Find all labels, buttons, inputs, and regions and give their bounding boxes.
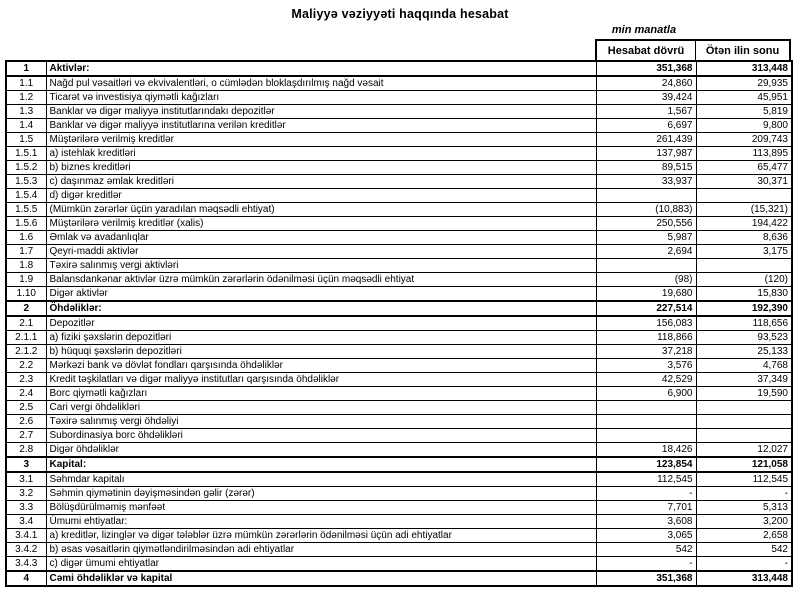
value-current-period: 5,987 — [596, 231, 696, 245]
row-label: Borc qiymətli kağızları — [46, 387, 596, 401]
column-header-prior-year-end: Ötən ilin sonu — [705, 44, 780, 57]
row-label: Digər aktivlər — [46, 287, 596, 302]
row-label: (Mümkün zərərlər üçün yaradılan məqsədli ehtiyat) — [46, 203, 596, 217]
value-prior-year-end: 25,133 — [696, 345, 792, 359]
value-prior-year-end: 112,545 — [696, 472, 792, 487]
row-number: 1.1 — [6, 76, 46, 91]
table-row — [6, 189, 792, 203]
report-title: Maliyyə vəziyyəti haqqında hesabat — [291, 7, 509, 21]
row-number: 1 — [6, 61, 46, 76]
table-row — [6, 543, 792, 557]
row-number: 2.4 — [6, 387, 46, 401]
row-number: 1.5.4 — [6, 189, 46, 203]
row-number: 1.2 — [6, 91, 46, 105]
value-current-period — [596, 259, 696, 273]
table-row — [6, 61, 792, 76]
value-current-period: 227,514 — [596, 301, 696, 316]
table-row — [6, 373, 792, 387]
value-current-period: 6,697 — [596, 119, 696, 133]
value-prior-year-end: 9,800 — [696, 119, 792, 133]
row-label: Ümumi ehtiyatlar: — [46, 515, 596, 529]
row-number: 3.2 — [6, 487, 46, 501]
value-current-period: 351,368 — [596, 61, 696, 76]
table-row — [6, 175, 792, 189]
value-current-period: 123,854 — [596, 457, 696, 472]
row-label: Subordinasiya borc öhdəlikləri — [46, 429, 596, 443]
table-row — [6, 571, 792, 586]
row-label: Müştərilərə verilmiş kreditlər — [46, 133, 596, 147]
column-headers — [595, 39, 791, 60]
value-prior-year-end: 542 — [696, 543, 792, 557]
row-number: 1.5.5 — [6, 203, 46, 217]
row-number: 1.10 — [6, 287, 46, 302]
value-prior-year-end: 313,448 — [696, 61, 792, 76]
value-prior-year-end — [696, 429, 792, 443]
table-row — [6, 245, 792, 259]
row-number: 1.6 — [6, 231, 46, 245]
row-label: b) hüquqi şəxslərin depozitləri — [46, 345, 596, 359]
table-row — [6, 119, 792, 133]
value-prior-year-end: 8,636 — [696, 231, 792, 245]
table-row — [6, 133, 792, 147]
value-current-period: 24,860 — [596, 76, 696, 91]
row-label: Səhmdar kapitalı — [46, 472, 596, 487]
row-label: Təxirə salınmış vergi öhdəliyi — [46, 415, 596, 429]
row-label: Depozitlər — [46, 316, 596, 331]
value-prior-year-end: 37,349 — [696, 373, 792, 387]
row-label: Mərkəzi bank və dövlət fondları qarşısında öhdəliklər — [46, 359, 596, 373]
value-current-period: 112,545 — [596, 472, 696, 487]
value-current-period: 39,424 — [596, 91, 696, 105]
row-label: Əmlak və avadanlıqlar — [46, 231, 596, 245]
row-label: Müştərilərə verilmiş kreditlər (xalis) — [46, 217, 596, 231]
value-prior-year-end: (15,321) — [696, 203, 792, 217]
unit-note: min manatla — [611, 24, 677, 36]
row-label: Balansdankənar aktivlər üzrə mümkün zərərlərin ödənilməsi üçün məqsədli ehtiyat — [46, 273, 596, 287]
value-prior-year-end: - — [696, 557, 792, 572]
row-number: 2.3 — [6, 373, 46, 387]
row-number: 1.4 — [6, 119, 46, 133]
value-current-period: 3,065 — [596, 529, 696, 543]
row-number: 1.5.6 — [6, 217, 46, 231]
row-number: 3.4.1 — [6, 529, 46, 543]
row-number: 3 — [6, 457, 46, 472]
value-current-period: - — [596, 487, 696, 501]
row-label: Banklar və digər maliyyə institutlarındakı depozitlər — [46, 105, 596, 119]
row-number: 1.5.3 — [6, 175, 46, 189]
value-current-period: 18,426 — [596, 443, 696, 458]
table-row — [6, 443, 792, 458]
table-row — [6, 301, 792, 316]
value-prior-year-end — [696, 401, 792, 415]
row-label: Ticarət və investisiya qiymətli kağızları — [46, 91, 596, 105]
table-row — [6, 501, 792, 515]
table-row — [6, 331, 792, 345]
value-prior-year-end — [696, 259, 792, 273]
row-label: Kapital: — [46, 457, 596, 472]
value-current-period: 261,439 — [596, 133, 696, 147]
value-prior-year-end: 194,422 — [696, 217, 792, 231]
value-prior-year-end: 5,313 — [696, 501, 792, 515]
value-current-period: 37,218 — [596, 345, 696, 359]
table-row — [6, 76, 792, 91]
balance-sheet-table — [5, 60, 793, 587]
table-row — [6, 387, 792, 401]
table-row — [6, 91, 792, 105]
row-label: Bölüşdürülməmiş mənfəət — [46, 501, 596, 515]
value-current-period: (98) — [596, 273, 696, 287]
row-label: c) daşınmaz əmlak kreditləri — [46, 175, 596, 189]
value-prior-year-end: 15,830 — [696, 287, 792, 302]
value-prior-year-end: 19,590 — [696, 387, 792, 401]
value-current-period: 137,987 — [596, 147, 696, 161]
unit-note-row — [0, 24, 800, 39]
row-number: 1.8 — [6, 259, 46, 273]
table-row — [6, 273, 792, 287]
table-row — [6, 429, 792, 443]
value-current-period: 3,576 — [596, 359, 696, 373]
value-prior-year-end: 3,175 — [696, 245, 792, 259]
row-number: 3.4.2 — [6, 543, 46, 557]
value-prior-year-end: 192,390 — [696, 301, 792, 316]
row-label: b) əsas vəsaitlərin qiymətləndirilməsindən adi ehtiyatlar — [46, 543, 596, 557]
row-label: a) istehlak kreditləri — [46, 147, 596, 161]
table-row — [6, 529, 792, 543]
row-label: d) digər kreditlər — [46, 189, 596, 203]
value-current-period: - — [596, 557, 696, 572]
row-number: 1.5.1 — [6, 147, 46, 161]
value-prior-year-end: 29,935 — [696, 76, 792, 91]
value-current-period: 3,608 — [596, 515, 696, 529]
table-row — [6, 345, 792, 359]
value-current-period: 250,556 — [596, 217, 696, 231]
row-number: 2.6 — [6, 415, 46, 429]
value-current-period: 118,866 — [596, 331, 696, 345]
value-current-period — [596, 401, 696, 415]
value-prior-year-end: 118,656 — [696, 316, 792, 331]
value-prior-year-end: 30,371 — [696, 175, 792, 189]
value-prior-year-end: 4,768 — [696, 359, 792, 373]
table-body — [6, 61, 792, 586]
value-prior-year-end: 12,027 — [696, 443, 792, 458]
value-prior-year-end: 121,058 — [696, 457, 792, 472]
row-number: 2.1.2 — [6, 345, 46, 359]
table-row — [6, 259, 792, 273]
row-label: Banklar və digər maliyyə institutlarına verilən kreditlər — [46, 119, 596, 133]
row-label: b) biznes kreditləri — [46, 161, 596, 175]
row-label: Səhmin qiymətinin dəyişməsindən gəlir (zərər) — [46, 487, 596, 501]
row-number: 1.3 — [6, 105, 46, 119]
table-row — [6, 231, 792, 245]
row-number: 3.1 — [6, 472, 46, 487]
table-row — [6, 217, 792, 231]
table-row — [6, 515, 792, 529]
row-number: 2.7 — [6, 429, 46, 443]
row-label: a) fiziki şəxslərin depozitləri — [46, 331, 596, 345]
value-current-period: 351,368 — [596, 571, 696, 586]
row-label: Cari vergi öhdəlikləri — [46, 401, 596, 415]
value-prior-year-end: 209,743 — [696, 133, 792, 147]
row-number: 1.5 — [6, 133, 46, 147]
row-label: Qeyri-maddi aktivlər — [46, 245, 596, 259]
value-prior-year-end: (120) — [696, 273, 792, 287]
table-row — [6, 472, 792, 487]
row-label: c) digər ümumi ehtiyatlar — [46, 557, 596, 572]
table-row — [6, 487, 792, 501]
value-prior-year-end — [696, 415, 792, 429]
row-number: 2 — [6, 301, 46, 316]
row-number: 2.8 — [6, 443, 46, 458]
value-current-period — [596, 429, 696, 443]
row-label: a) kreditlər, lizinglər və digər tələblər üzrə mümkün zərərlərin ödənilməsi üçün adi ehtiyatlar — [46, 529, 596, 543]
value-prior-year-end: 3,200 — [696, 515, 792, 529]
value-prior-year-end: - — [696, 487, 792, 501]
row-number: 1.9 — [6, 273, 46, 287]
row-label: Nağd pul vəsaitləri və ekvivalentləri, o cümlədən bloklaşdırılmış nağd vəsait — [46, 76, 596, 91]
row-label: Aktivlər: — [46, 61, 596, 76]
row-number: 1.5.2 — [6, 161, 46, 175]
row-label: Digər öhdəliklər — [46, 443, 596, 458]
value-current-period — [596, 415, 696, 429]
row-label: Təxirə salınmış vergi aktivləri — [46, 259, 596, 273]
row-label: Kredit təşkilatları və digər maliyyə institutları qarşısında öhdəliklər — [46, 373, 596, 387]
row-number: 3.4 — [6, 515, 46, 529]
value-current-period: 1,567 — [596, 105, 696, 119]
table-row — [6, 557, 792, 572]
row-number: 2.1.1 — [6, 331, 46, 345]
table-row — [6, 457, 792, 472]
row-number: 3.3 — [6, 501, 46, 515]
table-row — [6, 415, 792, 429]
value-prior-year-end — [696, 189, 792, 203]
column-header-current-period: Hesabat dövrü — [597, 41, 696, 60]
row-number: 3.4.3 — [6, 557, 46, 572]
row-label: Cəmi öhdəliklər və kapital — [46, 571, 596, 586]
value-current-period: 156,083 — [596, 316, 696, 331]
table-row — [6, 287, 792, 302]
table-row — [6, 359, 792, 373]
table-row — [6, 401, 792, 415]
value-prior-year-end: 65,477 — [696, 161, 792, 175]
row-number: 4 — [6, 571, 46, 586]
value-current-period: 542 — [596, 543, 696, 557]
value-current-period: 33,937 — [596, 175, 696, 189]
row-number: 2.2 — [6, 359, 46, 373]
value-current-period: (10,883) — [596, 203, 696, 217]
value-current-period: 42,529 — [596, 373, 696, 387]
table-row — [6, 105, 792, 119]
value-current-period: 7,701 — [596, 501, 696, 515]
table-row — [6, 316, 792, 331]
value-prior-year-end: 45,951 — [696, 91, 792, 105]
value-prior-year-end: 93,523 — [696, 331, 792, 345]
table-row — [6, 203, 792, 217]
value-current-period: 19,680 — [596, 287, 696, 302]
row-number: 1.7 — [6, 245, 46, 259]
value-current-period: 89,515 — [596, 161, 696, 175]
row-number: 2.1 — [6, 316, 46, 331]
row-label: Öhdəliklər: — [46, 301, 596, 316]
value-prior-year-end: 5,819 — [696, 105, 792, 119]
table-row — [6, 147, 792, 161]
value-prior-year-end: 113,895 — [696, 147, 792, 161]
value-current-period — [596, 189, 696, 203]
row-number: 2.5 — [6, 401, 46, 415]
table-row — [6, 161, 792, 175]
value-prior-year-end: 313,448 — [696, 571, 792, 586]
value-prior-year-end: 2,658 — [696, 529, 792, 543]
value-current-period: 6,900 — [596, 387, 696, 401]
value-current-period: 2,694 — [596, 245, 696, 259]
